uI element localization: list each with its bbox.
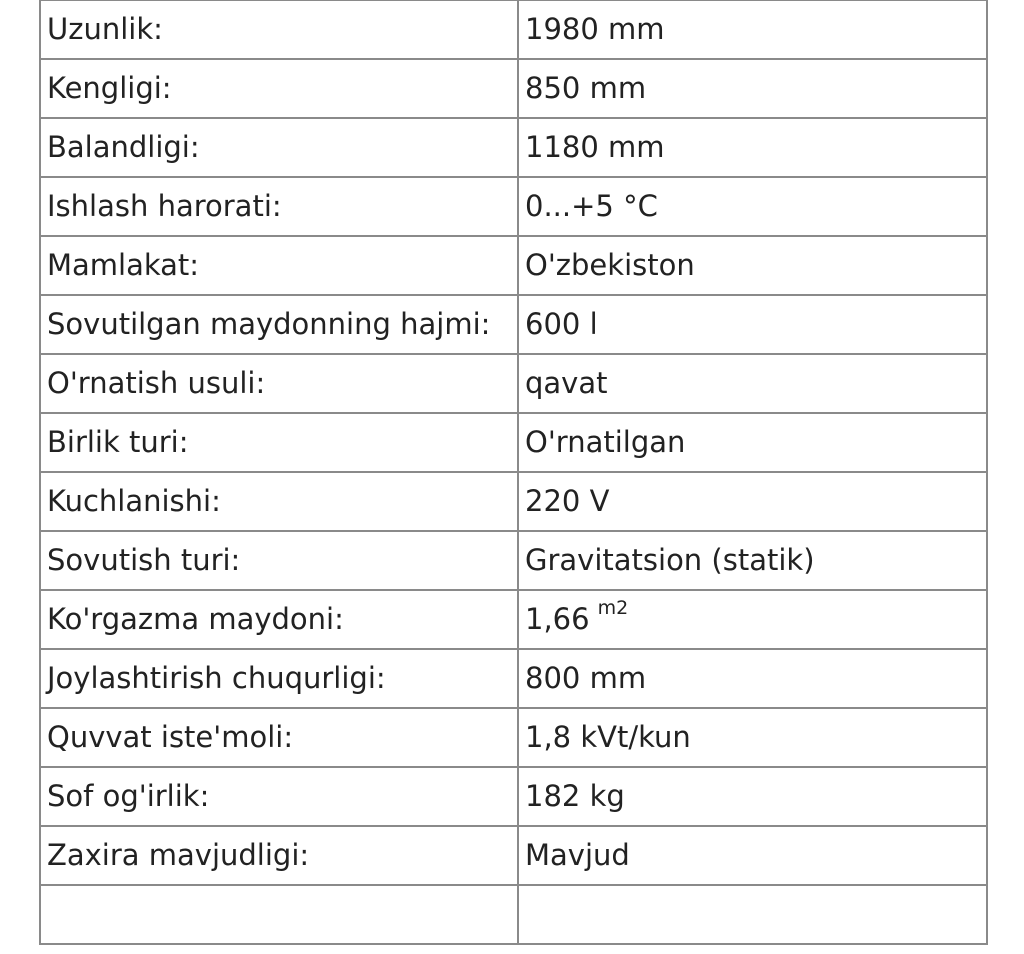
spec-value: Mavjud [518,826,987,885]
table-row [40,590,987,649]
table-row [40,472,987,531]
spec-unit: m2 [597,597,629,619]
spec-label: Joylashtirish chuqurligi: [40,649,518,708]
spec-label: Kuchlanishi: [40,472,518,531]
spec-value: 1980 mm [518,0,987,59]
table-row [40,59,987,118]
table-row [40,177,987,236]
spec-label: Balandligi: [40,118,518,177]
table-row [40,413,987,472]
table-row [40,708,987,767]
spec-label: Uzunlik: [40,0,518,59]
spec-label: Ishlash harorati: [40,177,518,236]
spec-label: Mamlakat: [40,236,518,295]
table-row [40,354,987,413]
spec-value: 850 mm [518,59,987,118]
spec-label: Quvvat iste'moli: [40,708,518,767]
specifications-table [39,0,988,945]
spec-label: O'rnatish usuli: [40,354,518,413]
spec-value: O'zbekiston [518,236,987,295]
spec-value [518,885,987,944]
spec-value: 1,8 kVt/kun [518,708,987,767]
spec-label: Sovutish turi: [40,531,518,590]
spec-value: 600 l [518,295,987,354]
table-row [40,826,987,885]
spec-value: 1,66 [525,602,590,636]
table-row [40,295,987,354]
spec-label: Birlik turi: [40,413,518,472]
spec-label [40,885,518,944]
table-row [40,531,987,590]
spec-value: 1180 mm [518,118,987,177]
spec-label: Sof og'irlik: [40,767,518,826]
spec-value: qavat [518,354,987,413]
spec-value-with-unit [518,590,987,649]
table-row [40,649,987,708]
spec-value: 0...+5 °C [518,177,987,236]
table-row [40,885,987,944]
spec-label: Ko'rgazma maydoni: [40,590,518,649]
table-row [40,767,987,826]
spec-label: Kengligi: [40,59,518,118]
spec-value: Gravitatsion (statik) [518,531,987,590]
spec-label: Zaxira mavjudligi: [40,826,518,885]
table-row [40,0,987,59]
spec-value: O'rnatilgan [518,413,987,472]
table-row [40,118,987,177]
table-row [40,236,987,295]
spec-value: 182 kg [518,767,987,826]
spec-value: 220 V [518,472,987,531]
spec-value: 800 mm [518,649,987,708]
spec-label: Sovutilgan maydonning hajmi: [40,295,518,354]
